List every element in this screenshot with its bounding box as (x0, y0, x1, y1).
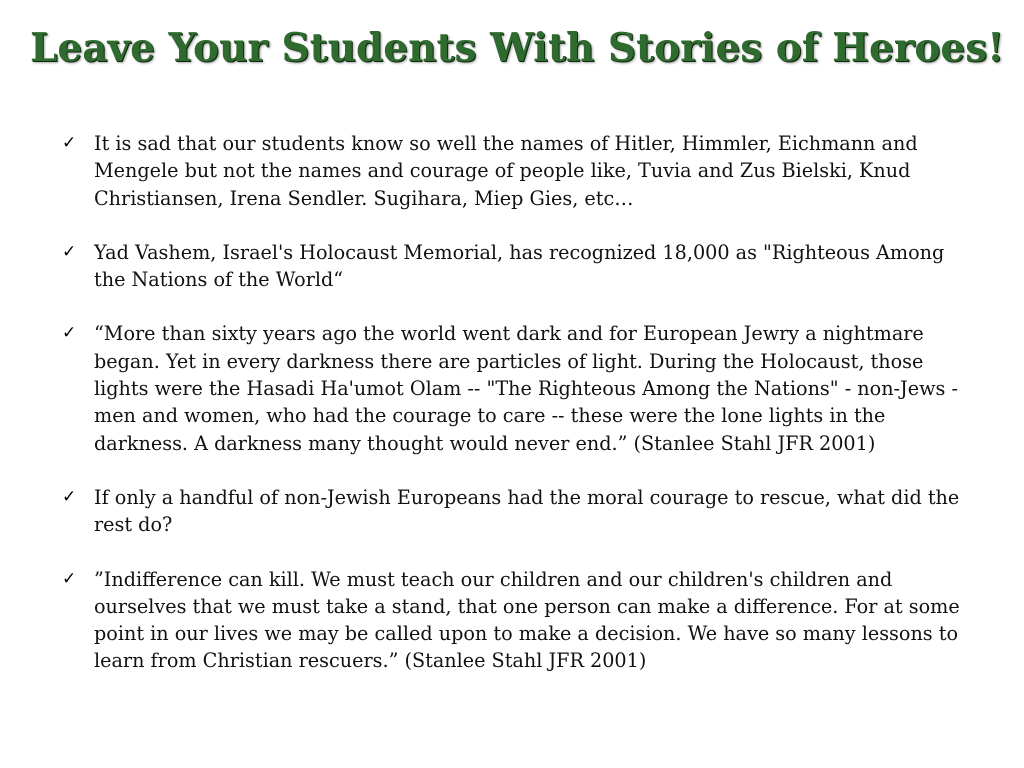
bullet-text: ”Indifference can kill. We must teach our children and our children's children and ourselves that we must take a stand, that one person can make a difference. For at some point in our lives we may be called upon to make a decision. We have so many lessons to learn from Christian rescuers.” (Stanlee Stahl JFR 2001) (94, 567, 960, 673)
check-icon: ✓ (62, 323, 77, 344)
check-icon: ✓ (62, 241, 77, 262)
bullet-item (62, 566, 967, 675)
bullet-text: “More than sixty years ago the world went dark and for European Jewry a nightmare began. Yet in every darkness there are particles of light. During the Holocaust, those lights were the Hasadi Ha'umot Olam -- "The Righteous Among the Nations" - non-Jews - men and women, who had the courage to care -- these were the lone lights in the darkness. A darkness many thought would never end.” (Stanlee Stahl JFR 2001) (94, 322, 958, 455)
bullet-text: If only a handful of non-Jewish Europeans had the moral courage to rescue, what did the rest do? (94, 485, 960, 537)
bullet-item (62, 320, 967, 456)
bullet-item (62, 130, 967, 212)
bullet-list (62, 130, 967, 702)
slide-title: Leave Your Students With Stories of Heroes! (30, 25, 1005, 71)
bullet-item (62, 484, 967, 539)
bullet-text: It is sad that our students know so well the names of Hitler, Himmler, Eichmann and Mengele but not the names and courage of people like, Tuvia and Zus Bielski, Knud Christiansen, Irena Sendler. Sugihara, Miep Gies, etc… (94, 132, 918, 210)
check-icon: ✓ (62, 133, 77, 153)
bullet-item (62, 239, 967, 294)
check-icon: ✓ (62, 568, 77, 589)
bullet-text: Yad Vashem, Israel's Holocaust Memorial, has recognized 18,000 as "Righteous Among the Nations of the World“ (94, 240, 945, 292)
check-icon: ✓ (62, 486, 77, 507)
